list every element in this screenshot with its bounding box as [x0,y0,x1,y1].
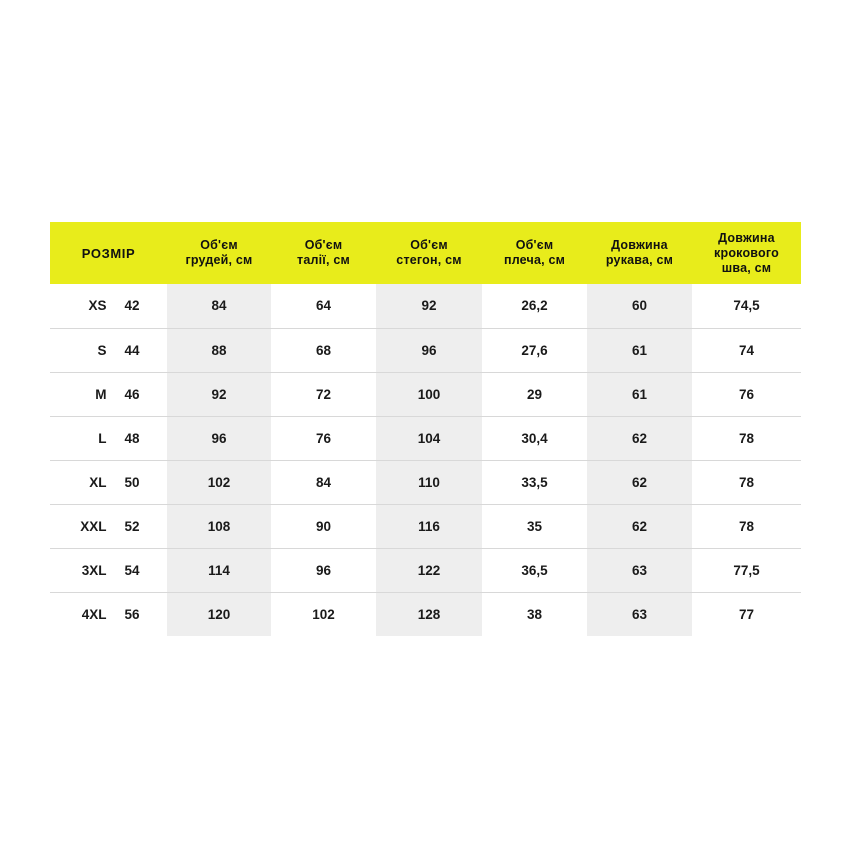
cell-waist: 68 [271,328,376,372]
size-chart-table [50,222,801,636]
cell-sleeve: 62 [587,460,692,504]
cell-hips: 116 [376,504,482,548]
cell-chest: 108 [167,504,271,548]
cell-inseam: 76 [692,372,801,416]
cell-size [50,284,167,328]
table-row [50,548,801,592]
column-header-chest [167,222,271,284]
cell-shoulder: 27,6 [482,328,587,372]
cell-shoulder: 35 [482,504,587,548]
column-header-sleeve [587,222,692,284]
column-header-waist-line2: талії, см [297,253,350,267]
table-row [50,504,801,548]
table-row [50,372,801,416]
cell-sleeve: 63 [587,592,692,636]
cell-chest: 92 [167,372,271,416]
cell-size-letter: XL [89,474,107,490]
cell-size-letter: 3XL [81,562,107,578]
column-header-inseam-line2: крокового [714,245,779,260]
cell-size-letter: S [97,342,107,358]
column-header-sleeve-line2: рукава, см [605,253,674,267]
cell-shoulder: 26,2 [482,284,587,328]
cell-waist: 96 [271,548,376,592]
cell-shoulder: 36,5 [482,548,587,592]
column-header-inseam [692,222,801,284]
cell-inseam: 74,5 [692,284,801,328]
cell-size [50,416,167,460]
table-row [50,284,801,328]
column-header-inseam-line1: Довжина [718,230,775,245]
cell-size-number: 48 [124,430,140,446]
cell-inseam: 77 [692,592,801,636]
column-header-waist [271,222,376,284]
cell-size [50,504,167,548]
cell-shoulder: 30,4 [482,416,587,460]
cell-waist: 64 [271,284,376,328]
cell-chest: 120 [167,592,271,636]
cell-inseam: 78 [692,416,801,460]
cell-chest: 114 [167,548,271,592]
cell-waist: 76 [271,416,376,460]
cell-chest: 96 [167,416,271,460]
cell-size-letter: 4XL [81,606,107,622]
column-header-shoulder [482,222,587,284]
cell-sleeve: 61 [587,328,692,372]
cell-size-letter: XXL [80,518,107,534]
cell-chest: 102 [167,460,271,504]
cell-hips: 122 [376,548,482,592]
cell-sleeve: 62 [587,504,692,548]
column-header-shoulder-line1: Об'єм [515,238,554,252]
cell-hips: 104 [376,416,482,460]
cell-inseam: 74 [692,328,801,372]
table-header-row [50,222,801,284]
cell-size-number: 54 [124,562,140,578]
column-header-hips-line1: Об'єм [410,238,448,252]
cell-hips: 100 [376,372,482,416]
cell-size-number: 50 [124,474,140,490]
cell-waist: 72 [271,372,376,416]
table-row [50,460,801,504]
cell-shoulder: 29 [482,372,587,416]
cell-size-number: 42 [124,298,140,314]
table-row [50,592,801,636]
cell-waist: 84 [271,460,376,504]
column-header-chest-line2: грудей, см [185,253,253,267]
cell-inseam: 77,5 [692,548,801,592]
cell-size [50,372,167,416]
cell-size-letter: L [98,430,107,446]
cell-shoulder: 38 [482,592,587,636]
cell-size [50,592,167,636]
cell-sleeve: 62 [587,416,692,460]
table-row [50,416,801,460]
column-header-size-label: РОЗМІР [81,245,136,261]
cell-hips: 96 [376,328,482,372]
cell-hips: 110 [376,460,482,504]
cell-size [50,460,167,504]
column-header-shoulder-line2: плеча, см [503,253,566,267]
cell-sleeve: 60 [587,284,692,328]
column-header-waist-line1: Об'єм [304,238,343,252]
cell-size-number: 52 [124,518,140,534]
cell-chest: 88 [167,328,271,372]
cell-inseam: 78 [692,504,801,548]
cell-waist: 90 [271,504,376,548]
column-header-chest-line1: Об'єм [200,238,238,252]
table-row [50,328,801,372]
cell-chest: 84 [167,284,271,328]
column-header-sleeve-line1: Довжина [611,238,668,252]
cell-size [50,548,167,592]
cell-shoulder: 33,5 [482,460,587,504]
cell-size [50,328,167,372]
cell-inseam: 78 [692,460,801,504]
size-chart-table-wrapper [50,222,801,636]
column-header-hips-line2: стегон, см [396,253,462,267]
column-header-size [50,222,167,284]
column-header-inseam-line3: шва, см [721,260,772,275]
column-header-hips [376,222,482,284]
cell-size-number: 44 [124,342,140,358]
cell-size-letter: XS [88,298,107,314]
cell-sleeve: 63 [587,548,692,592]
cell-hips: 92 [376,284,482,328]
cell-size-letter: M [95,386,107,402]
cell-size-number: 46 [124,386,140,402]
cell-hips: 128 [376,592,482,636]
cell-waist: 102 [271,592,376,636]
cell-size-number: 56 [124,606,140,622]
cell-sleeve: 61 [587,372,692,416]
